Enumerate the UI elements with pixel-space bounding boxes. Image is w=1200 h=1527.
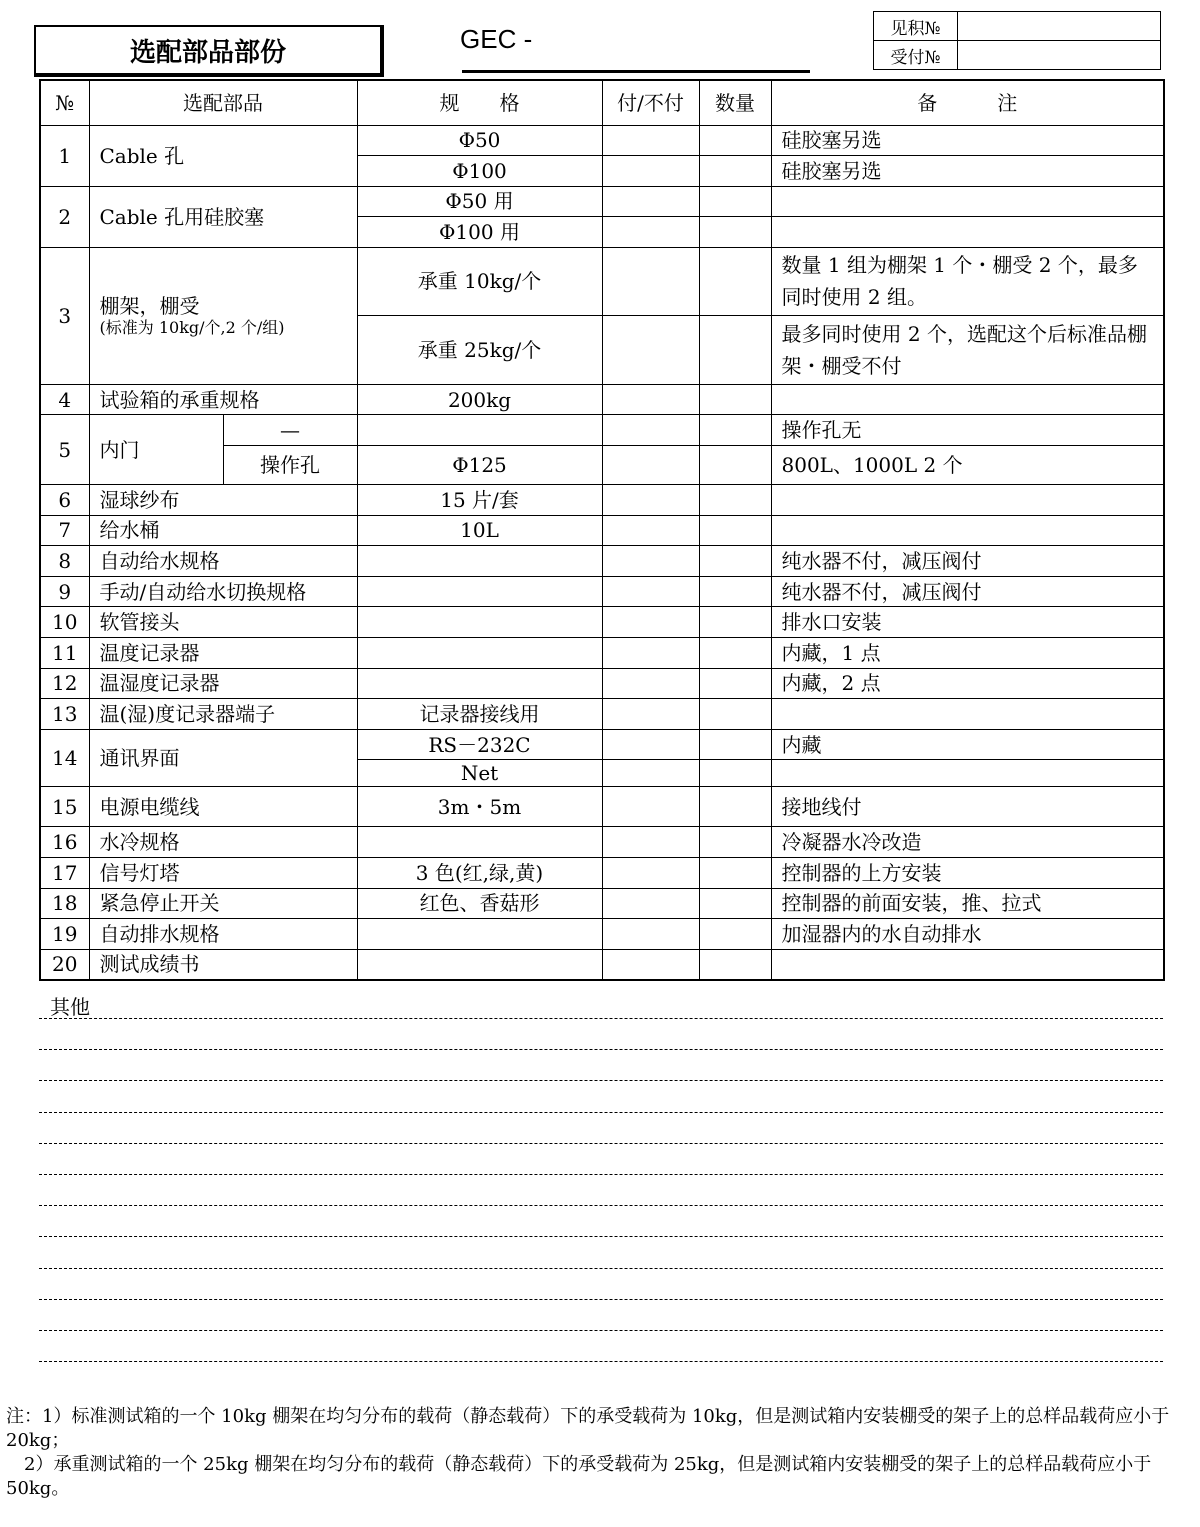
spec-cell: 15 片/套 bbox=[357, 485, 602, 516]
row-number: 18 bbox=[40, 888, 89, 919]
option-name: 自动排水规格 bbox=[89, 919, 357, 950]
dashed-write-line[interactable] bbox=[39, 1112, 1163, 1113]
qty-cell[interactable] bbox=[699, 156, 771, 187]
row-number: 9 bbox=[40, 576, 89, 607]
footnote-1: 注：1）标准测试箱的一个 10kg 棚架在均匀分布的载荷（静态载荷）下的承受载荷为 10kg，但是测试箱内安装棚受的架子上的总样品载荷应小于 20kg； bbox=[6, 1406, 1170, 1451]
dashed-write-line[interactable] bbox=[39, 1299, 1163, 1300]
spec-cell: 承重 25kg/个 bbox=[357, 315, 602, 384]
remark-cell: 内藏，2 点 bbox=[771, 668, 1164, 699]
option-name: 温度记录器 bbox=[89, 638, 357, 669]
table-row bbox=[40, 576, 1164, 607]
qty-cell[interactable] bbox=[699, 919, 771, 950]
dashed-write-line[interactable] bbox=[39, 1018, 1163, 1019]
spec-cell: Φ125 bbox=[357, 446, 602, 485]
table-row bbox=[40, 888, 1164, 919]
qty-cell[interactable] bbox=[699, 315, 771, 384]
spec-cell: 红色、香菇形 bbox=[357, 888, 602, 919]
spec-cell: Φ50 bbox=[357, 125, 602, 156]
spec-cell: 3 色(红,绿,黄) bbox=[357, 858, 602, 889]
row-number: 11 bbox=[40, 638, 89, 669]
supply-cell[interactable] bbox=[602, 576, 699, 607]
supply-cell[interactable] bbox=[602, 949, 699, 980]
options-table bbox=[39, 79, 1165, 981]
option-name: 湿球纱布 bbox=[89, 485, 357, 516]
spec-cell[interactable] bbox=[357, 668, 602, 699]
dashed-write-line[interactable] bbox=[39, 1361, 1163, 1362]
table-row bbox=[40, 607, 1164, 638]
remark-cell[interactable] bbox=[771, 515, 1164, 546]
remark-cell: 加湿器内的水自动排水 bbox=[771, 919, 1164, 950]
table-row bbox=[40, 546, 1164, 577]
supply-cell[interactable] bbox=[602, 668, 699, 699]
row-number: 2 bbox=[40, 186, 89, 247]
dashed-write-line[interactable] bbox=[39, 1143, 1163, 1144]
dashed-write-line[interactable] bbox=[39, 1080, 1163, 1081]
row-number: 13 bbox=[40, 699, 89, 730]
qty-cell[interactable] bbox=[699, 125, 771, 156]
remark-cell: 排水口安装 bbox=[771, 607, 1164, 638]
qty-cell[interactable] bbox=[699, 217, 771, 248]
spec-cell: Net bbox=[357, 760, 602, 787]
spec-cell: Φ50 用 bbox=[357, 186, 602, 217]
row-number: 10 bbox=[40, 607, 89, 638]
spec-cell[interactable] bbox=[357, 607, 602, 638]
remark-cell[interactable] bbox=[771, 384, 1164, 415]
qty-cell[interactable] bbox=[699, 729, 771, 760]
supply-cell[interactable] bbox=[602, 888, 699, 919]
footnotes bbox=[6, 1405, 1196, 1501]
qty-cell[interactable] bbox=[699, 247, 771, 315]
col-header-supply: 付/不付 bbox=[602, 80, 699, 125]
table-row bbox=[40, 858, 1164, 889]
option-name: 自动给水规格 bbox=[89, 546, 357, 577]
remark-cell: 最多同时使用 2 个，选配这个后标准品棚架・棚受不付 bbox=[771, 315, 1164, 384]
spec-cell[interactable] bbox=[357, 638, 602, 669]
qty-cell[interactable] bbox=[699, 485, 771, 516]
remark-cell[interactable] bbox=[771, 699, 1164, 730]
remark-cell[interactable] bbox=[771, 186, 1164, 217]
option-sub-note: (标准为 10kg/个,2 个/组) bbox=[99, 318, 285, 338]
qty-cell[interactable] bbox=[699, 446, 771, 485]
qty-cell[interactable] bbox=[699, 668, 771, 699]
supply-cell[interactable] bbox=[602, 156, 699, 187]
qty-cell[interactable] bbox=[699, 787, 771, 827]
row-number: 3 bbox=[40, 247, 89, 384]
spec-cell[interactable] bbox=[357, 919, 602, 950]
remark-cell[interactable] bbox=[771, 485, 1164, 516]
row-number: 19 bbox=[40, 919, 89, 950]
option-sub-item: — bbox=[223, 415, 357, 446]
qty-cell[interactable] bbox=[699, 607, 771, 638]
spec-cell: 200kg bbox=[357, 384, 602, 415]
gec-number-label: GEC - bbox=[460, 24, 533, 54]
option-name: 温(湿)度记录器端子 bbox=[89, 699, 357, 730]
supply-cell[interactable] bbox=[602, 546, 699, 577]
table-row bbox=[40, 186, 1164, 217]
supply-cell[interactable] bbox=[602, 919, 699, 950]
dashed-write-line[interactable] bbox=[39, 1174, 1163, 1175]
remark-cell: 纯水器不付，减压阀付 bbox=[771, 576, 1164, 607]
option-sub-item: 操作孔 bbox=[223, 446, 357, 485]
option-name: 信号灯塔 bbox=[89, 858, 357, 889]
option-name: 软管接头 bbox=[89, 607, 357, 638]
qty-cell[interactable] bbox=[699, 888, 771, 919]
table-header-row bbox=[40, 80, 1164, 125]
remark-cell[interactable] bbox=[771, 760, 1164, 787]
spec-cell[interactable] bbox=[357, 949, 602, 980]
table-row bbox=[40, 729, 1164, 760]
option-name: 内门 bbox=[89, 415, 223, 485]
remark-cell: 控制器的前面安装，推、拉式 bbox=[771, 888, 1164, 919]
qty-cell[interactable] bbox=[699, 949, 771, 980]
table-row bbox=[40, 919, 1164, 950]
table-row bbox=[40, 638, 1164, 669]
col-header-option: 选配部品 bbox=[89, 80, 357, 125]
supply-cell[interactable] bbox=[602, 699, 699, 730]
qty-cell[interactable] bbox=[699, 638, 771, 669]
other-label: 其他 bbox=[50, 995, 90, 1019]
table-row bbox=[40, 125, 1164, 156]
option-name: 温湿度记录器 bbox=[89, 668, 357, 699]
qty-cell[interactable] bbox=[699, 186, 771, 217]
row-number: 14 bbox=[40, 729, 89, 787]
remark-cell: 操作孔无 bbox=[771, 415, 1164, 446]
col-header-qty: 数量 bbox=[699, 80, 771, 125]
row-number: 20 bbox=[40, 949, 89, 980]
dashed-write-line[interactable] bbox=[39, 1236, 1163, 1237]
supply-cell[interactable] bbox=[602, 638, 699, 669]
option-name: Cable 孔用硅胶塞 bbox=[89, 186, 357, 247]
reference-number-table bbox=[873, 11, 1161, 70]
spec-cell: 3m・5m bbox=[357, 787, 602, 827]
option-name: 水冷规格 bbox=[89, 827, 357, 858]
row-number: 12 bbox=[40, 668, 89, 699]
row-number: 5 bbox=[40, 415, 89, 485]
row-number: 16 bbox=[40, 827, 89, 858]
table-row bbox=[40, 247, 1164, 315]
supply-cell[interactable] bbox=[602, 217, 699, 248]
spec-cell: Φ100 bbox=[357, 156, 602, 187]
qty-cell[interactable] bbox=[699, 515, 771, 546]
row-number: 7 bbox=[40, 515, 89, 546]
option-name: 紧急停止开关 bbox=[89, 888, 357, 919]
qty-cell[interactable] bbox=[699, 699, 771, 730]
option-name-cell bbox=[89, 247, 357, 384]
option-name: 棚架，棚受 bbox=[99, 294, 200, 319]
col-header-spec: 规 格 bbox=[357, 80, 602, 125]
page-title: 选配部品部份 bbox=[34, 25, 384, 77]
table-row bbox=[40, 668, 1164, 699]
col-header-remarks: 备 注 bbox=[771, 80, 1164, 125]
other-notes-lines[interactable] bbox=[39, 1018, 1163, 1392]
supply-cell[interactable] bbox=[602, 760, 699, 787]
quote-number-label: 见积№ bbox=[874, 12, 958, 41]
table-row bbox=[40, 827, 1164, 858]
qty-cell[interactable] bbox=[699, 858, 771, 889]
table-row bbox=[40, 949, 1164, 980]
qty-cell[interactable] bbox=[699, 827, 771, 858]
supply-cell[interactable] bbox=[602, 415, 699, 446]
dashed-write-line[interactable] bbox=[39, 1330, 1163, 1331]
supply-cell[interactable] bbox=[602, 607, 699, 638]
spec-cell: Φ100 用 bbox=[357, 217, 602, 248]
option-name: 试验箱的承重规格 bbox=[89, 384, 357, 415]
option-name: 通讯界面 bbox=[89, 729, 357, 787]
dashed-write-line[interactable] bbox=[39, 1268, 1163, 1269]
supply-cell[interactable] bbox=[602, 384, 699, 415]
remark-cell: 控制器的上方安装 bbox=[771, 858, 1164, 889]
remark-cell: 内藏，1 点 bbox=[771, 638, 1164, 669]
remark-cell: 内藏 bbox=[771, 729, 1164, 760]
spec-cell[interactable] bbox=[357, 827, 602, 858]
supply-cell[interactable] bbox=[602, 858, 699, 889]
supply-cell[interactable] bbox=[602, 787, 699, 827]
spec-cell: RS－232C bbox=[357, 729, 602, 760]
remark-cell[interactable] bbox=[771, 217, 1164, 248]
dashed-write-line[interactable] bbox=[39, 1205, 1163, 1206]
remark-cell: 冷凝器水冷改造 bbox=[771, 827, 1164, 858]
spec-cell: 记录器接线用 bbox=[357, 699, 602, 730]
option-name: 电源电缆线 bbox=[89, 787, 357, 827]
spec-cell: 10L bbox=[357, 515, 602, 546]
supply-cell[interactable] bbox=[602, 827, 699, 858]
supply-cell[interactable] bbox=[602, 729, 699, 760]
spec-cell: 承重 10kg/个 bbox=[357, 247, 602, 315]
remark-cell: 硅胶塞另选 bbox=[771, 125, 1164, 156]
table-row bbox=[40, 699, 1164, 730]
row-number: 17 bbox=[40, 858, 89, 889]
supply-cell[interactable] bbox=[602, 315, 699, 384]
table-row bbox=[40, 384, 1164, 415]
table-row bbox=[40, 415, 1164, 446]
table-row bbox=[40, 787, 1164, 827]
quote-number-field[interactable] bbox=[958, 12, 1161, 41]
remark-cell: 纯水器不付，减压阀付 bbox=[771, 546, 1164, 577]
receipt-number-label: 受付№ bbox=[874, 41, 958, 70]
option-name: 测试成绩书 bbox=[89, 949, 357, 980]
table-row bbox=[40, 485, 1164, 516]
supply-cell[interactable] bbox=[602, 485, 699, 516]
spec-cell[interactable] bbox=[357, 415, 602, 446]
spec-cell[interactable] bbox=[357, 546, 602, 577]
qty-cell[interactable] bbox=[699, 384, 771, 415]
supply-cell[interactable] bbox=[602, 515, 699, 546]
qty-cell[interactable] bbox=[699, 760, 771, 787]
supply-cell[interactable] bbox=[602, 446, 699, 485]
qty-cell[interactable] bbox=[699, 415, 771, 446]
option-name: 手动/自动给水切换规格 bbox=[89, 576, 357, 607]
spec-cell[interactable] bbox=[357, 576, 602, 607]
remark-cell: 数量 1 组为棚架 1 个・棚受 2 个，最多同时使用 2 组。 bbox=[771, 247, 1164, 315]
remark-cell: 接地线付 bbox=[771, 787, 1164, 827]
row-number: 15 bbox=[40, 787, 89, 827]
qty-cell[interactable] bbox=[699, 546, 771, 577]
option-name: Cable 孔 bbox=[89, 125, 357, 186]
remark-cell: 800L、1000L 2 个 bbox=[771, 446, 1164, 485]
remark-cell: 硅胶塞另选 bbox=[771, 156, 1164, 187]
option-name: 给水桶 bbox=[89, 515, 357, 546]
table-row bbox=[40, 515, 1164, 546]
remark-cell[interactable] bbox=[771, 949, 1164, 980]
row-number: 6 bbox=[40, 485, 89, 516]
receipt-number-field[interactable] bbox=[958, 41, 1161, 70]
row-number: 4 bbox=[40, 384, 89, 415]
row-number: 1 bbox=[40, 125, 89, 186]
supply-cell[interactable] bbox=[602, 125, 699, 156]
supply-cell[interactable] bbox=[602, 186, 699, 217]
footnote-2: 2）承重测试箱的一个 25kg 棚架在均匀分布的载荷（静态载荷）下的承受载荷为 25kg，但是测试箱内安装棚受的架子上的总样品载荷应小于 50kg。 bbox=[6, 1454, 1152, 1499]
dashed-write-line[interactable] bbox=[39, 1049, 1163, 1050]
col-header-no: № bbox=[40, 80, 89, 125]
gec-number-line[interactable] bbox=[462, 70, 810, 73]
qty-cell[interactable] bbox=[699, 576, 771, 607]
supply-cell[interactable] bbox=[602, 247, 699, 315]
row-number: 8 bbox=[40, 546, 89, 577]
